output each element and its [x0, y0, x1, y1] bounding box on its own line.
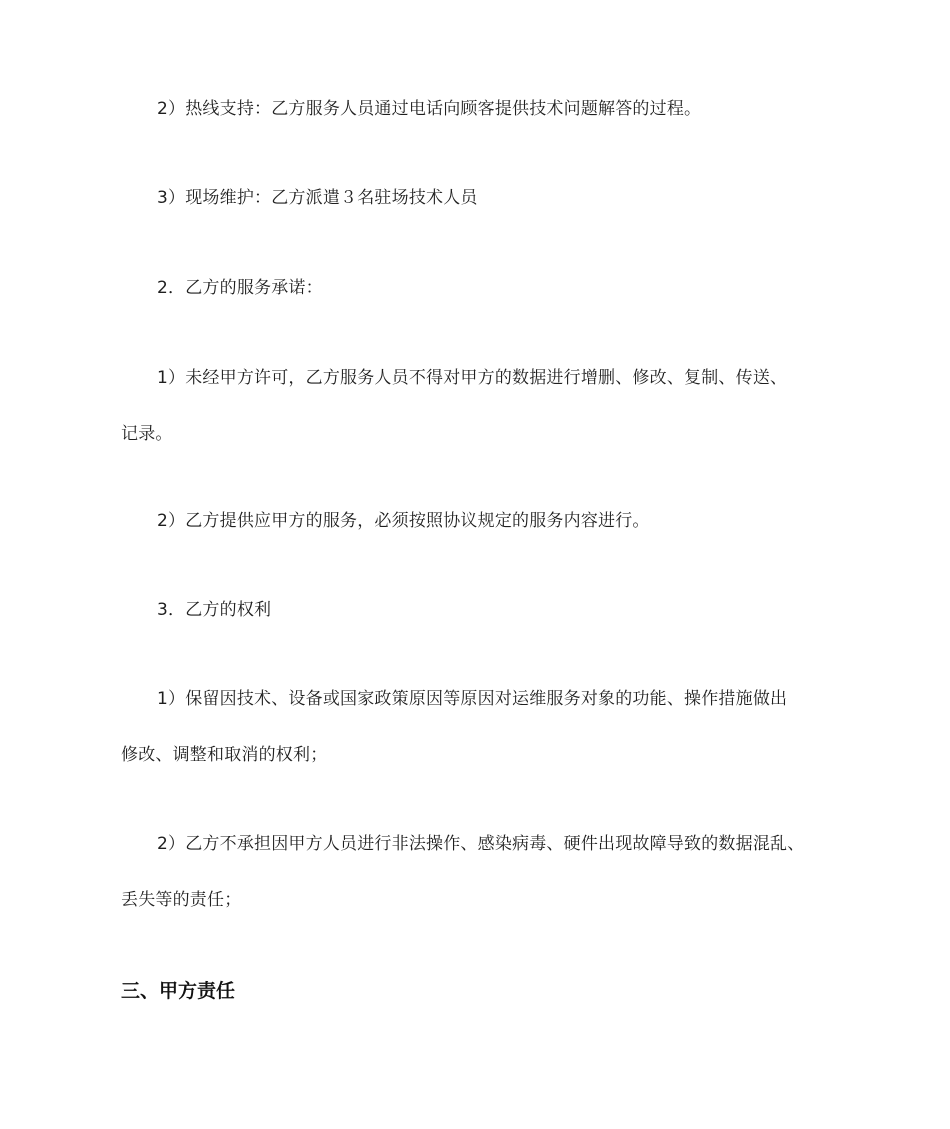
paragraph-onsite-maintenance: 3）现场维护：乙方派遣３名驻场技术人员 [157, 188, 478, 208]
paragraph-reserve-rights-line-2: 修改、调整和取消的权利； [121, 745, 328, 765]
subheading-party-b-rights: 3．乙方的权利 [157, 600, 272, 620]
paragraph-liability-exclusion-line-2: 丢失等的责任； [121, 890, 242, 910]
paragraph-liability-exclusion-line-1: 2）乙方不承担因甲方人员进行非法操作、感染病毒、硬件出现故障导致的数据混乱、 [157, 834, 805, 854]
subheading-service-commitment: 2．乙方的服务承诺： [157, 278, 323, 298]
paragraph-data-permission-line-2: 记录。 [121, 424, 173, 444]
paragraph-reserve-rights-line-1: 1）保留因技术、设备或国家政策原因等原因对运维服务对象的功能、操作措施做出 [157, 689, 788, 709]
paragraph-service-content: 2）乙方提供应甲方的服务，必须按照协议规定的服务内容进行。 [157, 511, 650, 531]
paragraph-hotline-support: 2）热线支持：乙方服务人员通过电话向顾客提供技术问题解答的过程。 [157, 99, 702, 119]
paragraph-data-permission-line-1: 1）未经甲方许可，乙方服务人员不得对甲方的数据进行增删、修改、复制、传送、 [157, 368, 788, 388]
section-heading-party-a-responsibility: 三、甲方责任 [121, 980, 236, 1002]
